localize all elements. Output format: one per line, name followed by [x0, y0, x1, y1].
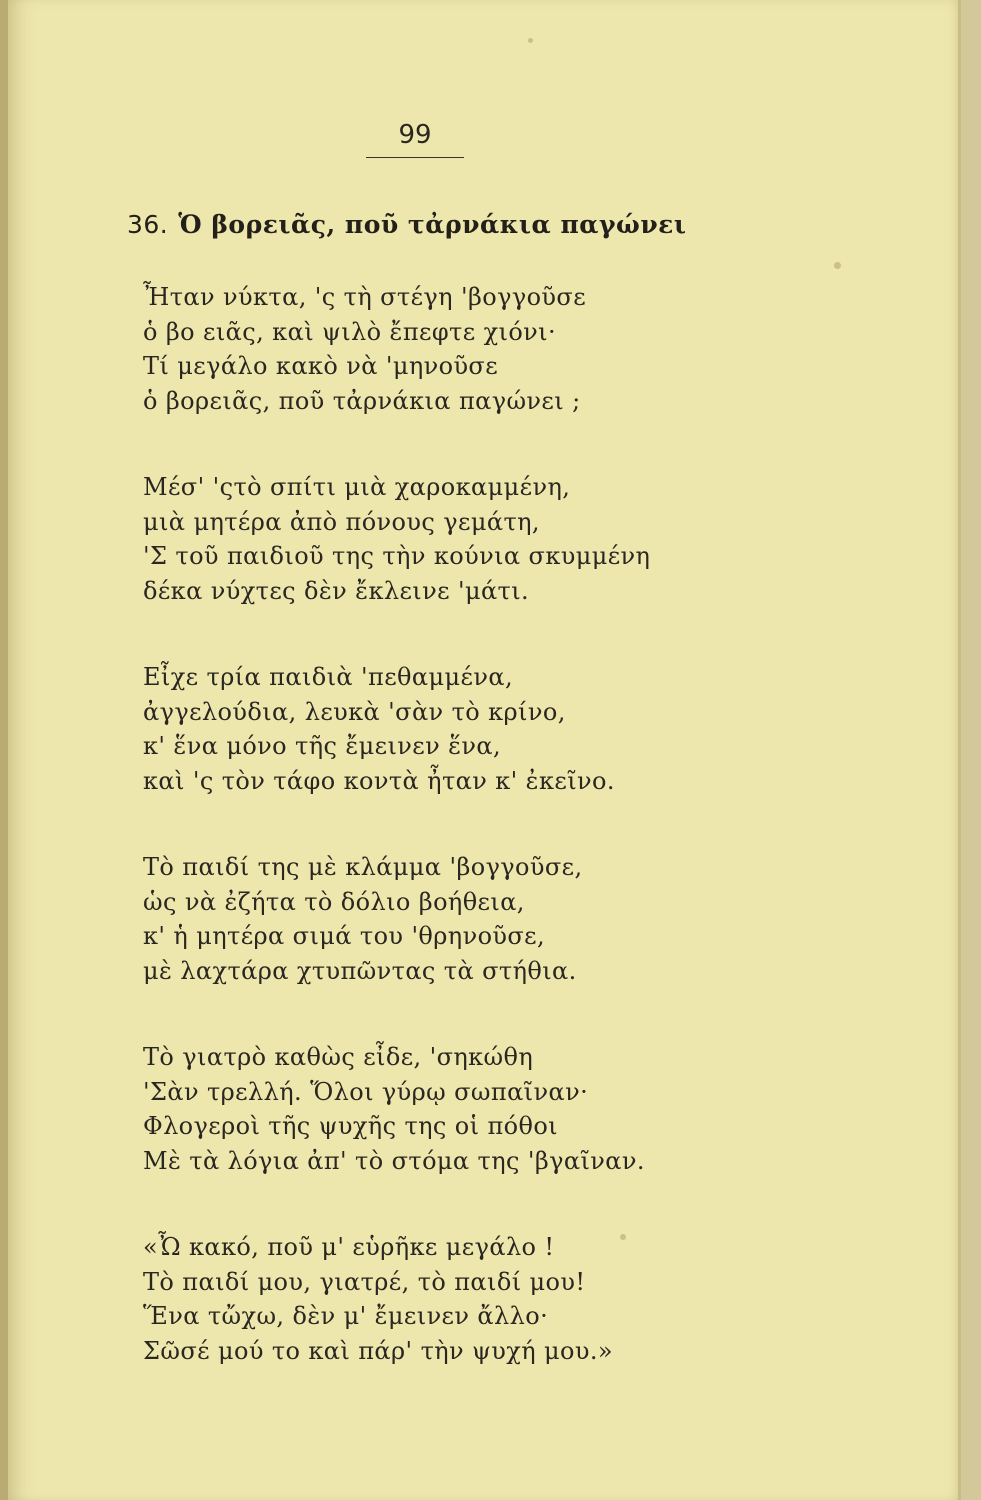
poem-body: [143, 280, 763, 1420]
poem-line: ὁ βο ειᾶς, καὶ ψιλὸ ἔπεφτε χιόνι·: [143, 317, 557, 346]
stanza-1: [143, 280, 763, 418]
poem-line: 'Σ τοῦ παιδιοῦ της τὴν κούνια σκυμμένη: [143, 542, 651, 570]
poem-line: Τὸ γιατρὸ καθὼς εἶδε, 'σηκώθη: [143, 1043, 534, 1071]
poem-line: 'Σὰν τρελλή. Ὅλοι γύρῳ σωπαῖναν·: [143, 1077, 589, 1106]
poem-line: Τί μεγάλο κακὸ νὰ 'μηνοῦσε: [143, 352, 499, 380]
poem-line: κ' ἡ μητέρα σιμά του 'θρηνοῦσε,: [143, 922, 546, 950]
stanza-5: [143, 1040, 763, 1178]
poem-line: Σῶσέ μού το καὶ πάρ' τὴν ψυχή μου.»: [143, 1336, 613, 1365]
paper-spot: [528, 38, 533, 43]
page-number: 99: [398, 120, 432, 150]
poem-number: 36.: [127, 210, 169, 239]
poem-line: Τὸ παιδί της μὲ κλάμμα 'βογγοῦσε,: [143, 853, 583, 881]
poem-line: καὶ 'ς τὸν τάφο κοντὰ ἦταν κ' ἐκεῖνο.: [143, 766, 615, 795]
book-spine-edge: [0, 0, 8, 1500]
poem-line: Ἦταν νύκτα, 'ς τὴ στέγη 'βογγοῦσε: [143, 283, 587, 311]
poem-line: ὁ βορειᾶς, ποῦ τἀρνάκια παγώνει ;: [143, 386, 581, 415]
poem-line: Μὲ τὰ λόγια ἀπ' τὸ στόμα της 'βγαῖναν.: [143, 1146, 645, 1175]
stanza-2: [143, 470, 763, 608]
poem-title: [127, 210, 767, 239]
poem-line: μὲ λαχτάρα χτυπῶντας τὰ στήθια.: [143, 956, 577, 985]
stanza-4: [143, 850, 763, 988]
poem-line: κ' ἕνα μόνο τῆς ἔμεινεν ἕνα,: [143, 732, 502, 760]
poem-line: δέκα νύχτες δὲν ἔκλεινε 'μάτι.: [143, 576, 530, 605]
poem-line: «Ὦ κακό, ποῦ μ' εὑρῆκε μεγάλο !: [143, 1233, 555, 1261]
poem-line: ἀγγελούδια, λευκὰ 'σὰν τὸ κρίνο,: [143, 697, 566, 726]
stanza-6: [143, 1230, 763, 1368]
poem-line: ὡς νὰ ἐζήτα τὸ δόλιο βοήθεια,: [143, 887, 525, 916]
poem-line: Φλογεροὶ τῆς ψυχῆς της οἱ πόθοι: [143, 1112, 558, 1140]
stanza-3: [143, 660, 763, 798]
poem-line: μιὰ μητέρα ἀπὸ πόνους γεμάτη,: [143, 507, 540, 536]
page-number-rule: [366, 157, 464, 158]
poem-title-text: Ὁ βορειᾶς, ποῦ τἀρνάκια παγώνει: [178, 210, 687, 239]
poem-line: Τὸ παιδί μου, γιατρέ, τὸ παιδί μου!: [143, 1267, 586, 1296]
poem-line: Ἕνα τὤχω, δὲν μ' ἔμεινεν ἄλλο·: [143, 1302, 549, 1330]
poem-line: Εἶχε τρία παιδιὰ 'πεθαμμένα,: [143, 663, 513, 691]
paper-spot: [834, 262, 841, 269]
poem-line: Μέσ' 'ςτὸ σπίτι μιὰ χαροκαμμένη,: [143, 473, 571, 501]
